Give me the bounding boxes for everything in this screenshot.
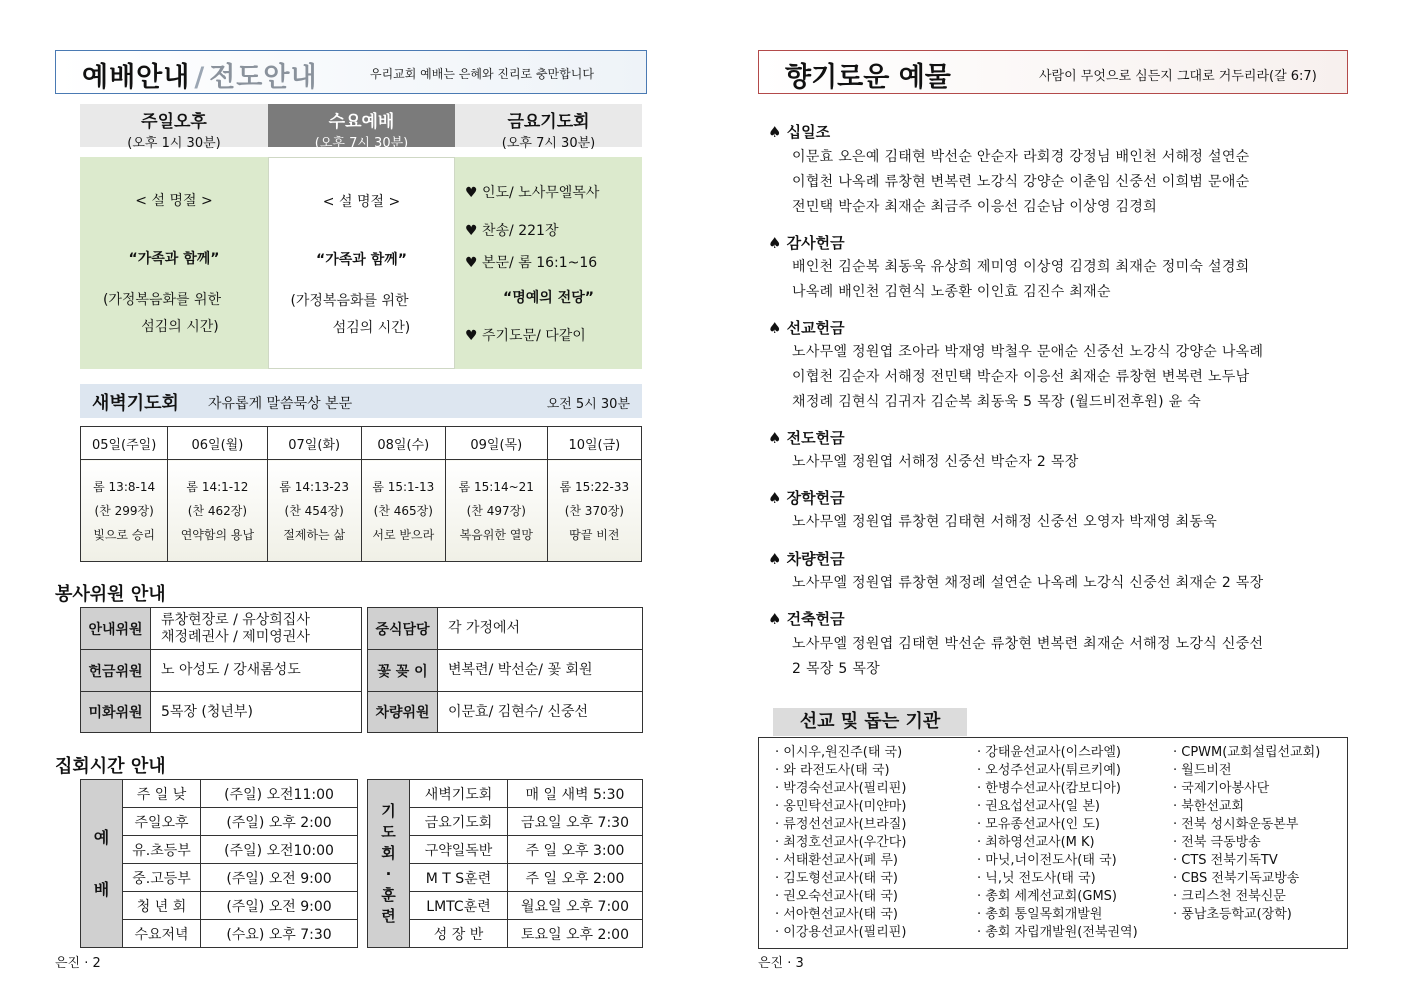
mission-item: · 전북 극동방송 xyxy=(1173,835,1261,850)
offering-line: 나옥례 배인천 김현식 노종환 이인효 김진수 최재순 xyxy=(792,284,1111,300)
right-page-subtitle: 사람이 무엇으로 심든지 그대로 거두리라(갈 6:7) xyxy=(1039,69,1317,84)
offering-line: 노사무엘 정원엽 서해정 신중선 박순자 2 목장 xyxy=(792,454,1079,470)
offering-heading-mission: ♠ 선교헌금 xyxy=(768,319,845,337)
servant-label: 안내위원 xyxy=(81,608,151,650)
mission-item: · 최정호선교사(우간다) xyxy=(775,835,907,850)
servant-value: 노 아성도 / 강새롬성도 xyxy=(151,650,362,692)
meeting-name: 주일오후 xyxy=(123,808,201,836)
mission-item: · 이강용선교사(필리핀) xyxy=(775,925,907,940)
dawn-cell xyxy=(547,460,641,562)
meeting-name: 새벽기도회 xyxy=(410,780,508,808)
servant-label: 꽃 꽂 이 xyxy=(368,650,438,692)
servant-label: 미화위원 xyxy=(81,692,151,733)
dawn-passage: 롬 13:8-14 xyxy=(93,479,156,494)
service-name: 금요기도회 xyxy=(507,112,590,132)
servant-label: 차량위원 xyxy=(368,692,438,733)
dawn-hymn: (찬 497장) xyxy=(466,503,526,518)
body-line: ♥ 본문/ 롬 16:1~16 xyxy=(465,255,598,271)
meeting-time: (주일) 오전 9:00 xyxy=(201,864,358,892)
mission-item: · 최하영선교사(M K) xyxy=(977,835,1095,850)
mission-item: · 전북 성시화운동본부 xyxy=(1173,817,1299,832)
offering-line: 노사무엘 정원엽 류창현 채정례 설연순 나옥례 노강식 신중선 최재순 2 목장 xyxy=(792,575,1264,591)
service-body-sunday xyxy=(80,157,268,369)
service-time: (오후 7시 30분) xyxy=(314,136,409,151)
side-char: 련 xyxy=(381,906,396,925)
mission-item: · 강태윤선교사(이스라엘) xyxy=(977,745,1121,760)
servants-table-left xyxy=(80,607,362,733)
meeting-time: (주일) 오후 2:00 xyxy=(201,808,358,836)
dawn-passage: 롬 15:22-33 xyxy=(559,479,630,494)
right-page-title: 향기로운 예물 xyxy=(785,62,951,93)
right-page-number: 은진 · 3 xyxy=(758,956,804,971)
body-line: “명예의 전당” xyxy=(503,290,594,306)
title-evangelism: 전도안내 xyxy=(209,62,318,93)
mission-item: · 권요섭선교사(일 본) xyxy=(977,799,1101,814)
offering-line: 노사무엘 정원엽 김태현 박선순 류창현 변복련 최재순 서해정 노강식 신중선 xyxy=(792,636,1264,652)
mission-item: · 마닛,너이전도사(태 국) xyxy=(977,853,1117,868)
servant-value: 변복련/ 박선순/ 꽃 회원 xyxy=(438,650,643,692)
service-name: 수요예배 xyxy=(328,112,395,132)
dawn-theme: 서로 받으라 xyxy=(372,527,435,542)
dawn-cell xyxy=(168,460,267,562)
mission-section-title: 선교 및 돕는 기관 xyxy=(773,708,967,736)
offering-line: 2 목장 5 목장 xyxy=(792,661,880,677)
dawn-day: 07일(화) xyxy=(267,427,361,460)
meeting-time: (주일) 오전11:00 xyxy=(201,780,358,808)
servant-label: 중식담당 xyxy=(368,608,438,650)
dawn-cell xyxy=(361,460,445,562)
mission-item: · CTS 전북기독TV xyxy=(1173,853,1278,868)
meeting-name: 구약일독반 xyxy=(410,836,508,864)
side-char: 훈 xyxy=(381,885,396,904)
dawn-prayer-time: 오전 5시 30분 xyxy=(546,397,630,412)
right-page-title-box xyxy=(758,50,1348,94)
mission-item: · 풍남초등학교(장학) xyxy=(1173,907,1292,922)
dawn-theme: 복음위한 열망 xyxy=(459,527,533,542)
offering-heading-evangelism: ♠ 전도헌금 xyxy=(768,429,845,447)
dawn-passage: 롬 15:14~21 xyxy=(458,479,534,494)
servants-table-right xyxy=(367,607,643,733)
mission-item: · 권오숙선교사(태 국) xyxy=(775,889,899,904)
left-page-title-box xyxy=(55,50,647,94)
mission-item: · 월드비전 xyxy=(1173,763,1232,778)
dawn-cell xyxy=(267,460,361,562)
dawn-hymn: (찬 462장) xyxy=(187,503,248,518)
dawn-cell xyxy=(81,460,168,562)
servants-section-title: 봉사위원 안내 xyxy=(55,584,166,605)
body-line: ♥ 주기도문/ 다같이 xyxy=(465,328,586,344)
meeting-name: LMTC훈련 xyxy=(410,892,508,920)
service-name: 주일오후 xyxy=(141,112,207,132)
servant-label: 헌금위원 xyxy=(81,650,151,692)
offering-heading-tithe: ♠ 십일조 xyxy=(768,123,831,141)
dawn-day: 10일(금) xyxy=(547,427,641,460)
title-worship: 예배안내 xyxy=(82,62,191,93)
offering-line: 노사무엘 정원엽 류창현 김태현 서해정 신중선 오영자 박재영 최동욱 xyxy=(792,514,1218,530)
left-page-subtitle: 우리교회 예배는 은혜와 진리로 충만합니다 xyxy=(370,67,594,81)
mission-item: · 북한선교회 xyxy=(1173,799,1245,814)
dawn-hymn: (찬 465장) xyxy=(373,503,433,518)
meeting-name: 청 년 회 xyxy=(123,892,201,920)
offering-line: 이협천 나옥례 류창현 변복련 노강식 강양순 이춘임 신중선 이희범 문애순 xyxy=(792,174,1250,190)
service-time: (오후 1시 30분) xyxy=(127,136,221,151)
dawn-theme: 빛으로 승리 xyxy=(93,527,156,542)
meeting-time: 매 일 새벽 5:30 xyxy=(508,780,643,808)
mission-item: · 모유종선교사(인 도) xyxy=(977,817,1101,832)
mission-item: · 총회 자립개발원(전북권역) xyxy=(977,925,1138,940)
body-line: 섬김의 시간) xyxy=(141,319,219,335)
body-line: < 설 명절 > xyxy=(322,194,401,210)
dawn-passage: 롬 15:1-13 xyxy=(372,479,435,494)
offering-heading-vehicle: ♠ 차량헌금 xyxy=(768,550,845,568)
servant-value-line: 채정례권사 / 제미영권사 xyxy=(161,628,310,645)
mission-item: · 서태환선교사(페 루) xyxy=(775,853,899,868)
offering-line: 전민택 박순자 최재순 최금주 이응선 김순남 이상영 김경희 xyxy=(792,199,1158,215)
dawn-day: 06일(월) xyxy=(168,427,267,460)
mission-item: · 와 라전도사(태 국) xyxy=(775,763,890,778)
mission-item: · CPWM(교회설립선교회) xyxy=(1173,745,1321,760)
dawn-day: 08일(수) xyxy=(361,427,445,460)
meeting-name: 성 장 반 xyxy=(410,920,508,948)
side-char: 기 xyxy=(381,801,396,820)
left-page-title xyxy=(82,55,318,94)
offering-heading-thanks: ♠ 감사헌금 xyxy=(768,234,845,252)
prayer-training-table xyxy=(367,779,643,948)
side-char: 배 xyxy=(93,879,110,899)
mission-item: · 닉,닛 전도사(태 국) xyxy=(977,871,1096,886)
mission-item: · 김도형선교사(태 국) xyxy=(775,871,899,886)
body-line: (가정복음화를 위한 xyxy=(102,292,222,308)
side-char: 회 xyxy=(381,843,396,862)
meeting-name: 중.고등부 xyxy=(123,864,201,892)
meeting-time: (수요) 오후 7:30 xyxy=(201,920,358,948)
worship-side-label xyxy=(81,780,123,948)
servant-value-line: 류창현장로 / 유상희집사 xyxy=(161,611,310,628)
dawn-hymn: (찬 454장) xyxy=(284,503,344,518)
dawn-day: 09일(목) xyxy=(445,427,547,460)
meeting-name: M T S훈련 xyxy=(410,864,508,892)
side-char: · xyxy=(385,864,392,883)
service-time: (오후 7시 30분) xyxy=(501,136,596,151)
body-line: “가족과 함께” xyxy=(316,252,407,268)
body-line: “가족과 함께” xyxy=(128,251,220,267)
worship-times-table xyxy=(80,779,358,948)
dawn-prayer-bar xyxy=(80,384,642,418)
mission-column-2 xyxy=(977,744,1138,942)
body-line: ♥ 찬송/ 221장 xyxy=(465,223,559,239)
mission-item: · 옹민탁선교사(미얀마) xyxy=(775,799,907,814)
dawn-passage: 롬 14:13-23 xyxy=(279,479,349,494)
title-separator: / xyxy=(194,62,206,93)
dawn-hymn: (찬 299장) xyxy=(94,503,154,518)
mission-box xyxy=(758,737,1348,949)
meeting-time: 토요일 오후 2:00 xyxy=(508,920,643,948)
dawn-theme: 절제하는 삶 xyxy=(283,527,346,542)
body-line: ♥ 인도/ 노사무엘목사 xyxy=(465,185,600,201)
offering-line: 이협천 김순자 서해정 전민택 박순자 이응선 최재순 류창현 변복련 노두남 xyxy=(792,369,1250,385)
side-char: 예 xyxy=(93,827,110,847)
mission-item: · 한병수선교사(캄보디아) xyxy=(977,781,1121,796)
left-page-number: 은진 · 2 xyxy=(55,956,101,971)
meeting-time: 주 일 오후 3:00 xyxy=(508,836,643,864)
mission-item: · 박경숙선교사(필리핀) xyxy=(775,781,907,796)
mission-item: · 서아현선교사(태 국) xyxy=(775,907,899,922)
meeting-name: 수요저녁 xyxy=(123,920,201,948)
body-line: 섬김의 시간) xyxy=(332,320,411,336)
body-line: (가정복음화를 위한 xyxy=(290,293,409,309)
dawn-day: 05일(주일) xyxy=(81,427,168,460)
dawn-theme: 땅끝 비전 xyxy=(569,527,620,542)
body-line: < 설 명절 > xyxy=(135,193,213,209)
servant-value: 5목장 (청년부) xyxy=(151,692,362,733)
servant-value: 이문효/ 김현수/ 신중선 xyxy=(438,692,643,733)
offering-line: 배인천 김순복 최동욱 유상희 제미영 이상영 김경희 최재순 정미숙 설경희 xyxy=(792,259,1250,275)
servant-value xyxy=(151,608,362,650)
meeting-time: (주일) 오전 9:00 xyxy=(201,892,358,920)
offering-heading-building: ♠ 건축헌금 xyxy=(768,610,845,628)
mission-item: · 크리스천 전북신문 xyxy=(1173,889,1286,904)
dawn-prayer-title: 새벽기도회 xyxy=(92,393,179,414)
meeting-time: 주 일 오후 2:00 xyxy=(508,864,643,892)
mission-item: · 이시우,원진주(태 국) xyxy=(775,745,903,760)
dawn-schedule-table xyxy=(80,426,642,562)
service-header-wednesday xyxy=(268,104,455,151)
offering-line: 채정례 김현식 김귀자 김순복 최동욱 5 목장 (월드비전후원) 윤 숙 xyxy=(792,394,1202,410)
service-body-wednesday xyxy=(268,157,455,369)
mission-item: · 총회 세계선교회(GMS) xyxy=(977,889,1117,904)
dawn-hymn: (찬 370장) xyxy=(564,503,624,518)
mission-item: · 총회 통일목회개발원 xyxy=(977,907,1103,922)
mission-column-3 xyxy=(1173,744,1320,924)
service-header-friday xyxy=(455,104,642,151)
meeting-name: 금요기도회 xyxy=(410,808,508,836)
meeting-time: 월요일 오후 7:00 xyxy=(508,892,643,920)
service-header-sunday xyxy=(80,104,268,151)
offering-line: 노사무엘 정원엽 조아라 박재영 박철우 문애순 신중선 노강식 강양순 나옥례 xyxy=(792,344,1264,360)
mission-item: · 류정선선교사(브라질) xyxy=(775,817,907,832)
service-body-friday xyxy=(455,157,642,369)
side-char: 도 xyxy=(381,822,396,841)
meeting-name: 유.초등부 xyxy=(123,836,201,864)
servant-value: 각 가정에서 xyxy=(438,608,643,650)
prayer-side-label xyxy=(368,780,410,948)
dawn-prayer-desc: 자유롭게 말씀묵상 본문 xyxy=(208,396,353,412)
mission-item: · 국제기아봉사단 xyxy=(1173,781,1270,796)
meeting-time: 금요일 오후 7:30 xyxy=(508,808,643,836)
meeting-name: 주 일 낮 xyxy=(123,780,201,808)
mission-item: · 오성주선교사(튀르키예) xyxy=(977,763,1121,778)
dawn-theme: 연약함의 용납 xyxy=(180,527,255,542)
dawn-passage: 롬 14:1-12 xyxy=(186,479,249,494)
offering-line: 이문효 오은예 김태현 박선순 안순자 라회경 강정님 배인천 서해정 설연순 xyxy=(792,149,1250,165)
offering-heading-scholarship: ♠ 장학헌금 xyxy=(768,489,845,507)
meetings-section-title: 집회시간 안내 xyxy=(55,756,166,777)
meeting-time: (주일) 오전10:00 xyxy=(201,836,358,864)
mission-column-1 xyxy=(775,744,906,942)
dawn-cell xyxy=(445,460,547,562)
mission-item: · CBS 전북기독교방송 xyxy=(1173,871,1300,886)
